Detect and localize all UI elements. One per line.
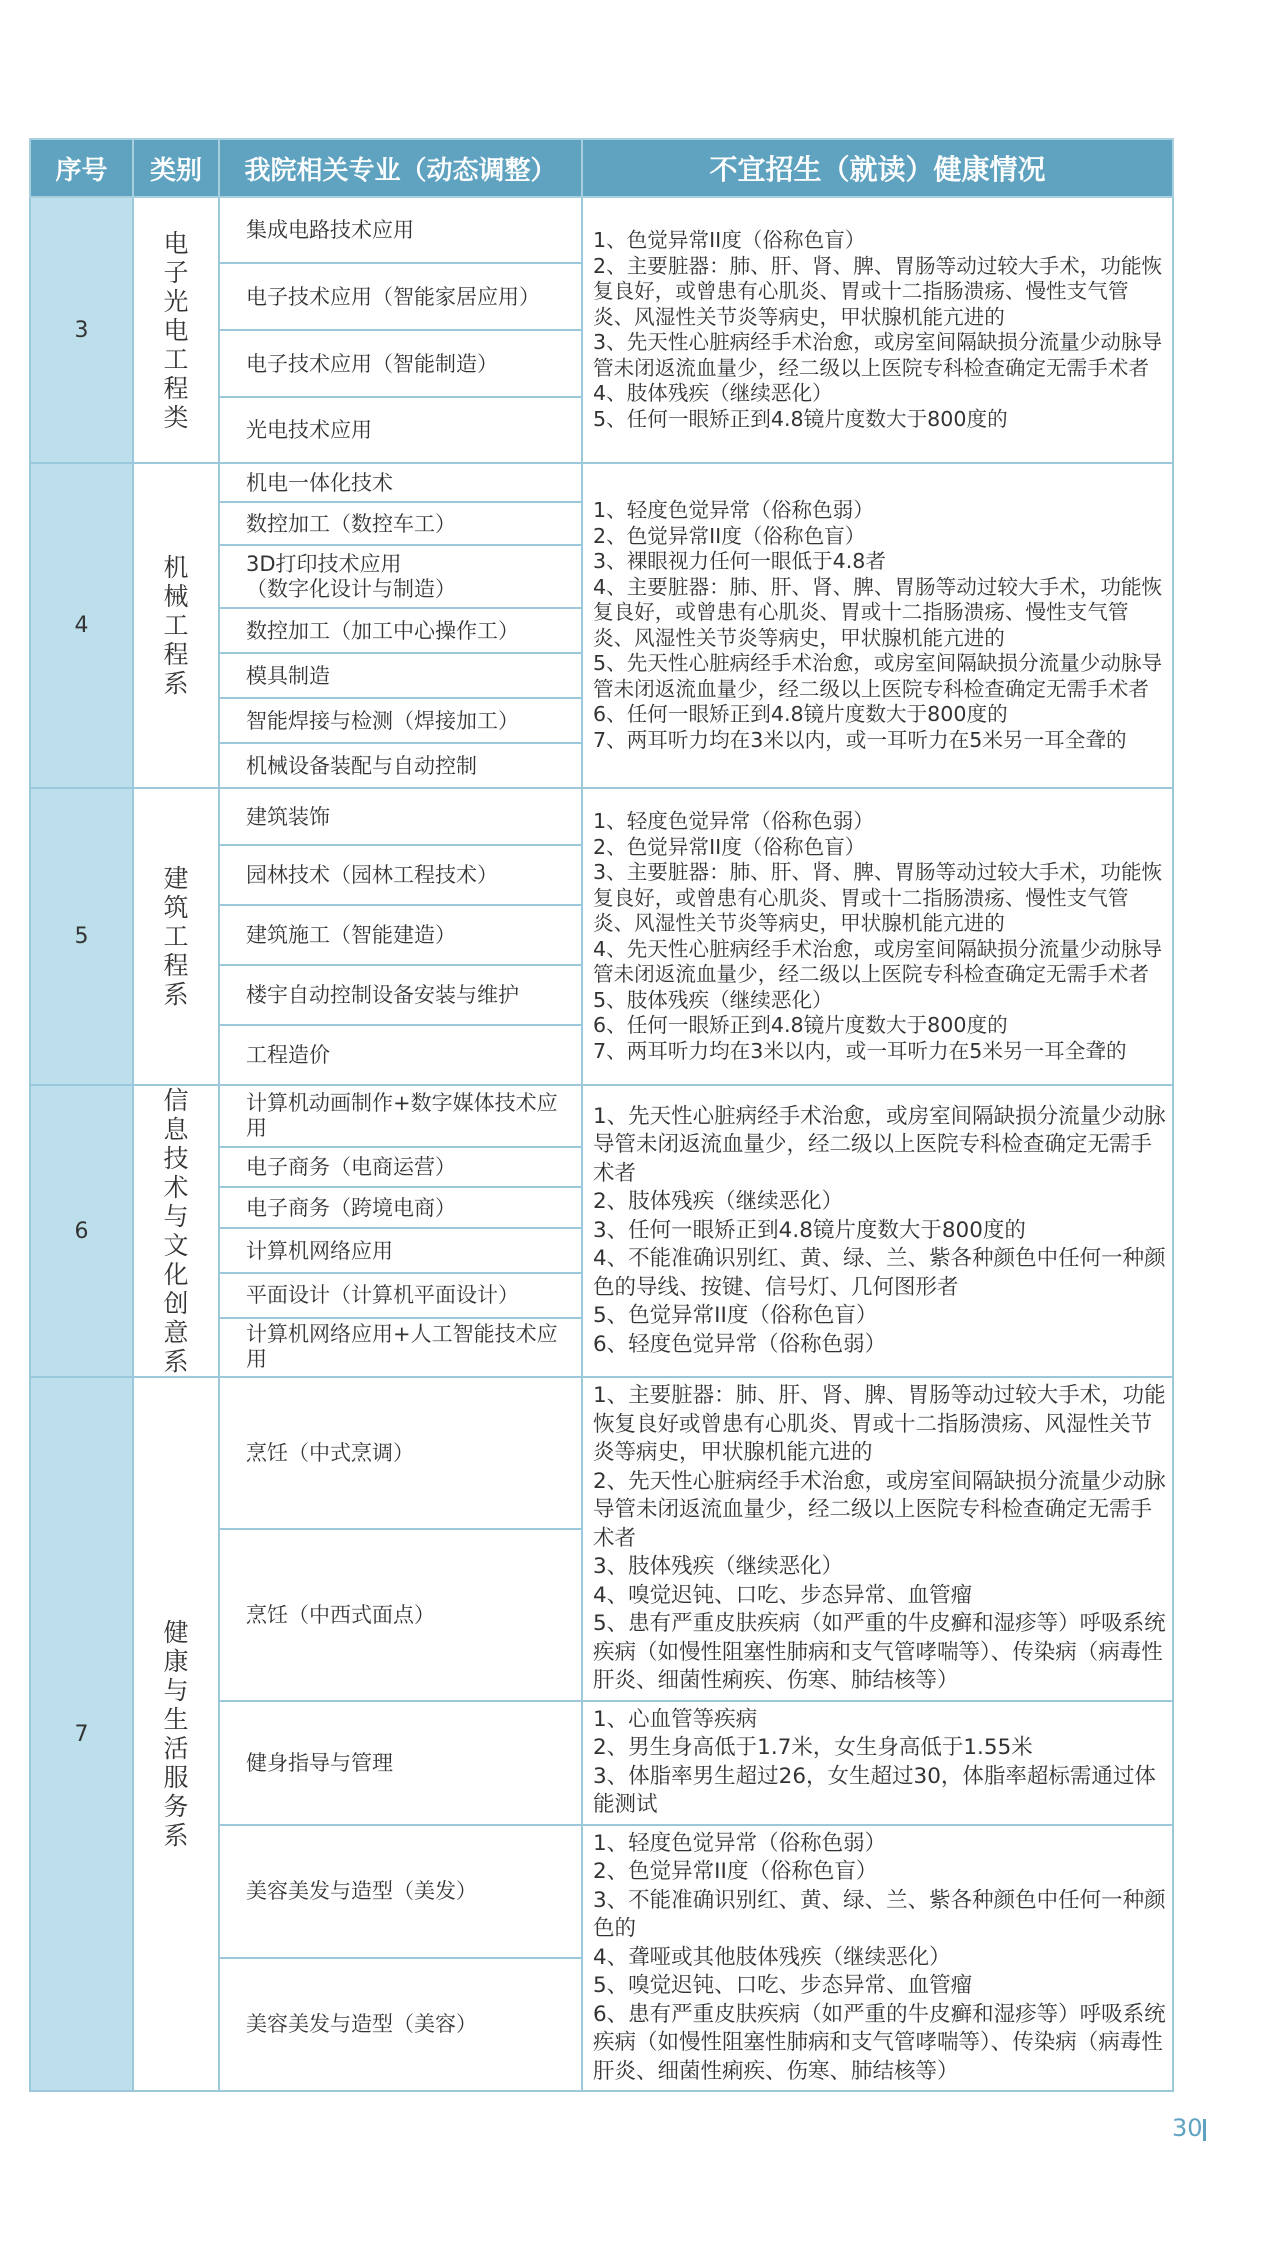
health-item: 2、男生身高低于1.7米，女生身高低于1.55米 [593, 1735, 1033, 1760]
health-item: 1、色觉异常II度（俗称色盲） [593, 228, 866, 252]
major-cell: 机械设备装配与自动控制 [219, 743, 582, 788]
health-requirements-table [29, 138, 1174, 2092]
category-label: 电子光电工程类 [163, 228, 189, 432]
table-header-row [30, 139, 1173, 197]
health-item: 2、色觉异常II度（俗称色盲） [593, 1859, 878, 1884]
major-cell: 烹饪（中式烹调） [219, 1377, 582, 1529]
major-cell: 数控加工（数控车工） [219, 502, 582, 545]
major-cell: 3D打印技术应用 （数字化设计与制造） [219, 545, 582, 608]
major-cell: 电子商务（电商运营） [219, 1147, 582, 1187]
major-cell: 数控加工（加工中心操作工） [219, 608, 582, 653]
page-number-bar [1203, 2119, 1206, 2141]
major-cell: 电子技术应用（智能制造） [219, 330, 582, 397]
seq-cell: 5 [30, 788, 133, 1085]
major-cell: 美容美发与造型（美发） [219, 1825, 582, 1958]
health-item: 5、肢体残疾（继续恶化） [593, 987, 833, 1012]
major-cell: 美容美发与造型（美容） [219, 1958, 582, 2091]
major-cell: 模具制造 [219, 653, 582, 698]
health-item: 4、聋哑或其他肢体残疾（继续恶化） [593, 1944, 951, 1970]
health-item: 5、患有严重皮肤疾病（如严重的牛皮癣和湿疹等）呼吸系统疾病（如慢性阻塞性肺病和支气管哮喘等）、传染病（病毒性肝炎、细菌性痢疾、伤寒、肺结核等） [593, 1611, 1166, 1693]
major-cell: 电子商务（跨境电商） [219, 1187, 582, 1228]
health-cell [582, 1825, 1173, 2092]
health-item: 1、轻度色觉异常（俗称色弱） [593, 809, 874, 833]
major-cell: 烹饪（中西式面点） [219, 1529, 582, 1701]
health-item: 1、轻度色觉异常（俗称色弱） [593, 498, 874, 522]
major-cell: 计算机网络应用+人工智能技术应用 [219, 1318, 582, 1377]
health-item: 7、两耳听力均在3米以内，或一耳听力在5米另一耳全聋的 [593, 727, 1127, 752]
health-cell [582, 463, 1173, 788]
health-item: 7、两耳听力均在3米以内，或一耳听力在5米另一耳全聋的 [593, 1038, 1127, 1063]
page-number: 30 [1172, 2114, 1203, 2142]
category-cell [133, 1377, 219, 2091]
category-label: 信息技术与文化创意系 [163, 1086, 189, 1376]
major-cell: 健身指导与管理 [219, 1701, 582, 1825]
health-item: 3、主要脏器：肺、肝、肾、脾、胃肠等动过较大手术，功能恢复良好，或曾患有心肌炎、胃或十二指肠溃疡、慢性支气管炎、风湿性关节炎等病史，甲状腺机能亢进的 [593, 860, 1163, 935]
major-cell: 智能焊接与检测（焊接加工） [219, 698, 582, 743]
health-item: 1、主要脏器：肺、肝、肾、脾、胃肠等动过较大手术，功能恢复良好或曾患有心肌炎、胃或十二指肠溃疡、风湿性关节炎等病史，甲状腺机能亢进的 [593, 1383, 1166, 1465]
major-cell: 平面设计（计算机平面设计） [219, 1273, 582, 1318]
category-cell [133, 197, 219, 463]
health-item: 4、不能准确识别红、黄、绿、兰、紫各种颜色中任何一种颜色的导线、按键、信号灯、几何图形者 [593, 1246, 1166, 1300]
health-item: 6、轻度色觉异常（俗称色弱） [593, 1331, 887, 1357]
header-category: 类别 [133, 139, 219, 197]
header-health: 不宜招生（就读）健康情况 [582, 139, 1173, 197]
health-item: 4、嗅觉迟钝、口吃、步态异常、血管瘤 [593, 1582, 973, 1608]
health-cell [582, 1701, 1173, 1825]
header-seq: 序号 [30, 139, 133, 197]
health-item: 5、嗅觉迟钝、口吃、步态异常、血管瘤 [593, 1973, 973, 1998]
health-item: 4、肢体残疾（继续恶化） [593, 381, 833, 405]
major-cell: 电子技术应用（智能家居应用） [219, 263, 582, 330]
health-item: 3、任何一眼矫正到4.8镜片度数大于800度的 [593, 1217, 1026, 1243]
major-cell: 计算机网络应用 [219, 1228, 582, 1273]
table-row [30, 1377, 1173, 1529]
table-row [30, 1085, 1173, 1147]
major-cell: 楼宇自动控制设备安装与维护 [219, 965, 582, 1025]
health-item: 6、患有严重皮肤疾病（如严重的牛皮癣和湿疹等）呼吸系统疾病（如慢性阻塞性肺病和支气管哮喘等）、传染病（病毒性肝炎、细菌性痢疾、伤寒、肺结核等） [593, 2001, 1166, 2084]
category-cell [133, 788, 219, 1085]
header-major: 我院相关专业（动态调整） [219, 139, 582, 197]
health-item: 5、先天性心脏病经手术治愈，或房室间隔缺损分流量少动脉导管未闭返流血量少，经二级以上医院专科检查确定无需手术者 [593, 651, 1163, 701]
table-row [30, 197, 1173, 263]
health-item: 1、轻度色觉异常（俗称色弱） [593, 1830, 887, 1856]
health-item: 1、心血管等疾病 [593, 1706, 758, 1732]
category-label: 建筑工程系 [163, 864, 189, 1009]
health-item: 3、裸眼视力任何一眼低于4.8者 [593, 549, 886, 573]
category-label: 机械工程系 [163, 553, 189, 698]
health-cell [582, 197, 1173, 463]
major-cell: 建筑装饰 [219, 788, 582, 845]
health-item: 2、肢体残疾（继续恶化） [593, 1189, 844, 1215]
health-item: 3、不能准确识别红、黄、绿、兰、紫各种颜色中任何一种颜色的 [593, 1887, 1166, 1941]
health-cell [582, 788, 1173, 1085]
major-cell: 集成电路技术应用 [219, 197, 582, 263]
health-cell [582, 1085, 1173, 1377]
seq-cell: 7 [30, 1377, 133, 2091]
health-item: 2、主要脏器：肺、肝、肾、脾、胃肠等动过较大手术，功能恢复良好，或曾患有心肌炎、胃或十二指肠溃疡、慢性支气管炎、风湿性关节炎等病史，甲状腺机能亢进的 [593, 253, 1163, 329]
health-item: 6、任何一眼矫正到4.8镜片度数大于800度的 [593, 1013, 1008, 1037]
health-item: 2、先天性心脏病经手术治愈，或房室间隔缺损分流量少动脉导管未闭返流血量少，经二级以上医院专科检查确定无需手术者 [593, 1468, 1166, 1551]
major-cell: 光电技术应用 [219, 397, 582, 463]
health-item: 2、色觉异常II度（俗称色盲） [593, 523, 866, 548]
health-item: 4、主要脏器：肺、肝、肾、脾、胃肠等动过较大手术，功能恢复良好，或曾患有心肌炎、胃或十二指肠溃疡、慢性支气管炎、风湿性关节炎等病史，甲状腺机能亢进的 [593, 574, 1163, 650]
seq-cell: 3 [30, 197, 133, 463]
category-label: 健康与生活服务系 [163, 1618, 189, 1850]
health-item: 5、色觉异常II度（俗称色盲） [593, 1303, 878, 1329]
health-item: 3、先天性心脏病经手术治愈，或房室间隔缺损分流量少动脉导管未闭返流血量少，经二级以上医院专科检查确定无需手术者 [593, 330, 1163, 380]
health-item: 1、先天性心脏病经手术治愈，或房室间隔缺损分流量少动脉导管未闭返流血量少，经二级以上医院专科检查确定无需手术者 [593, 1103, 1166, 1186]
health-item: 2、色觉异常II度（俗称色盲） [593, 834, 866, 859]
health-item: 3、体脂率男生超过26，女生超过30，体脂率超标需通过体能测试 [593, 1763, 1156, 1817]
major-cell: 机电一体化技术 [219, 463, 582, 502]
major-cell: 计算机动画制作+数字媒体技术应用 [219, 1085, 582, 1147]
seq-cell: 4 [30, 463, 133, 788]
health-item: 4、先天性心脏病经手术治愈，或房室间隔缺损分流量少动脉导管未闭返流血量少，经二级以上医院专科检查确定无需手术者 [593, 936, 1163, 986]
category-cell [133, 463, 219, 788]
table-row [30, 788, 1173, 845]
major-cell: 建筑施工（智能建造） [219, 905, 582, 965]
major-cell: 园林技术（园林工程技术） [219, 845, 582, 905]
health-cell [582, 1377, 1173, 1701]
health-item: 3、肢体残疾（继续恶化） [593, 1554, 844, 1579]
health-item: 6、任何一眼矫正到4.8镜片度数大于800度的 [593, 702, 1008, 726]
health-item: 5、任何一眼矫正到4.8镜片度数大于800度的 [593, 406, 1008, 431]
major-cell: 工程造价 [219, 1025, 582, 1085]
table-row [30, 463, 1173, 502]
seq-cell: 6 [30, 1085, 133, 1377]
category-cell [133, 1085, 219, 1377]
